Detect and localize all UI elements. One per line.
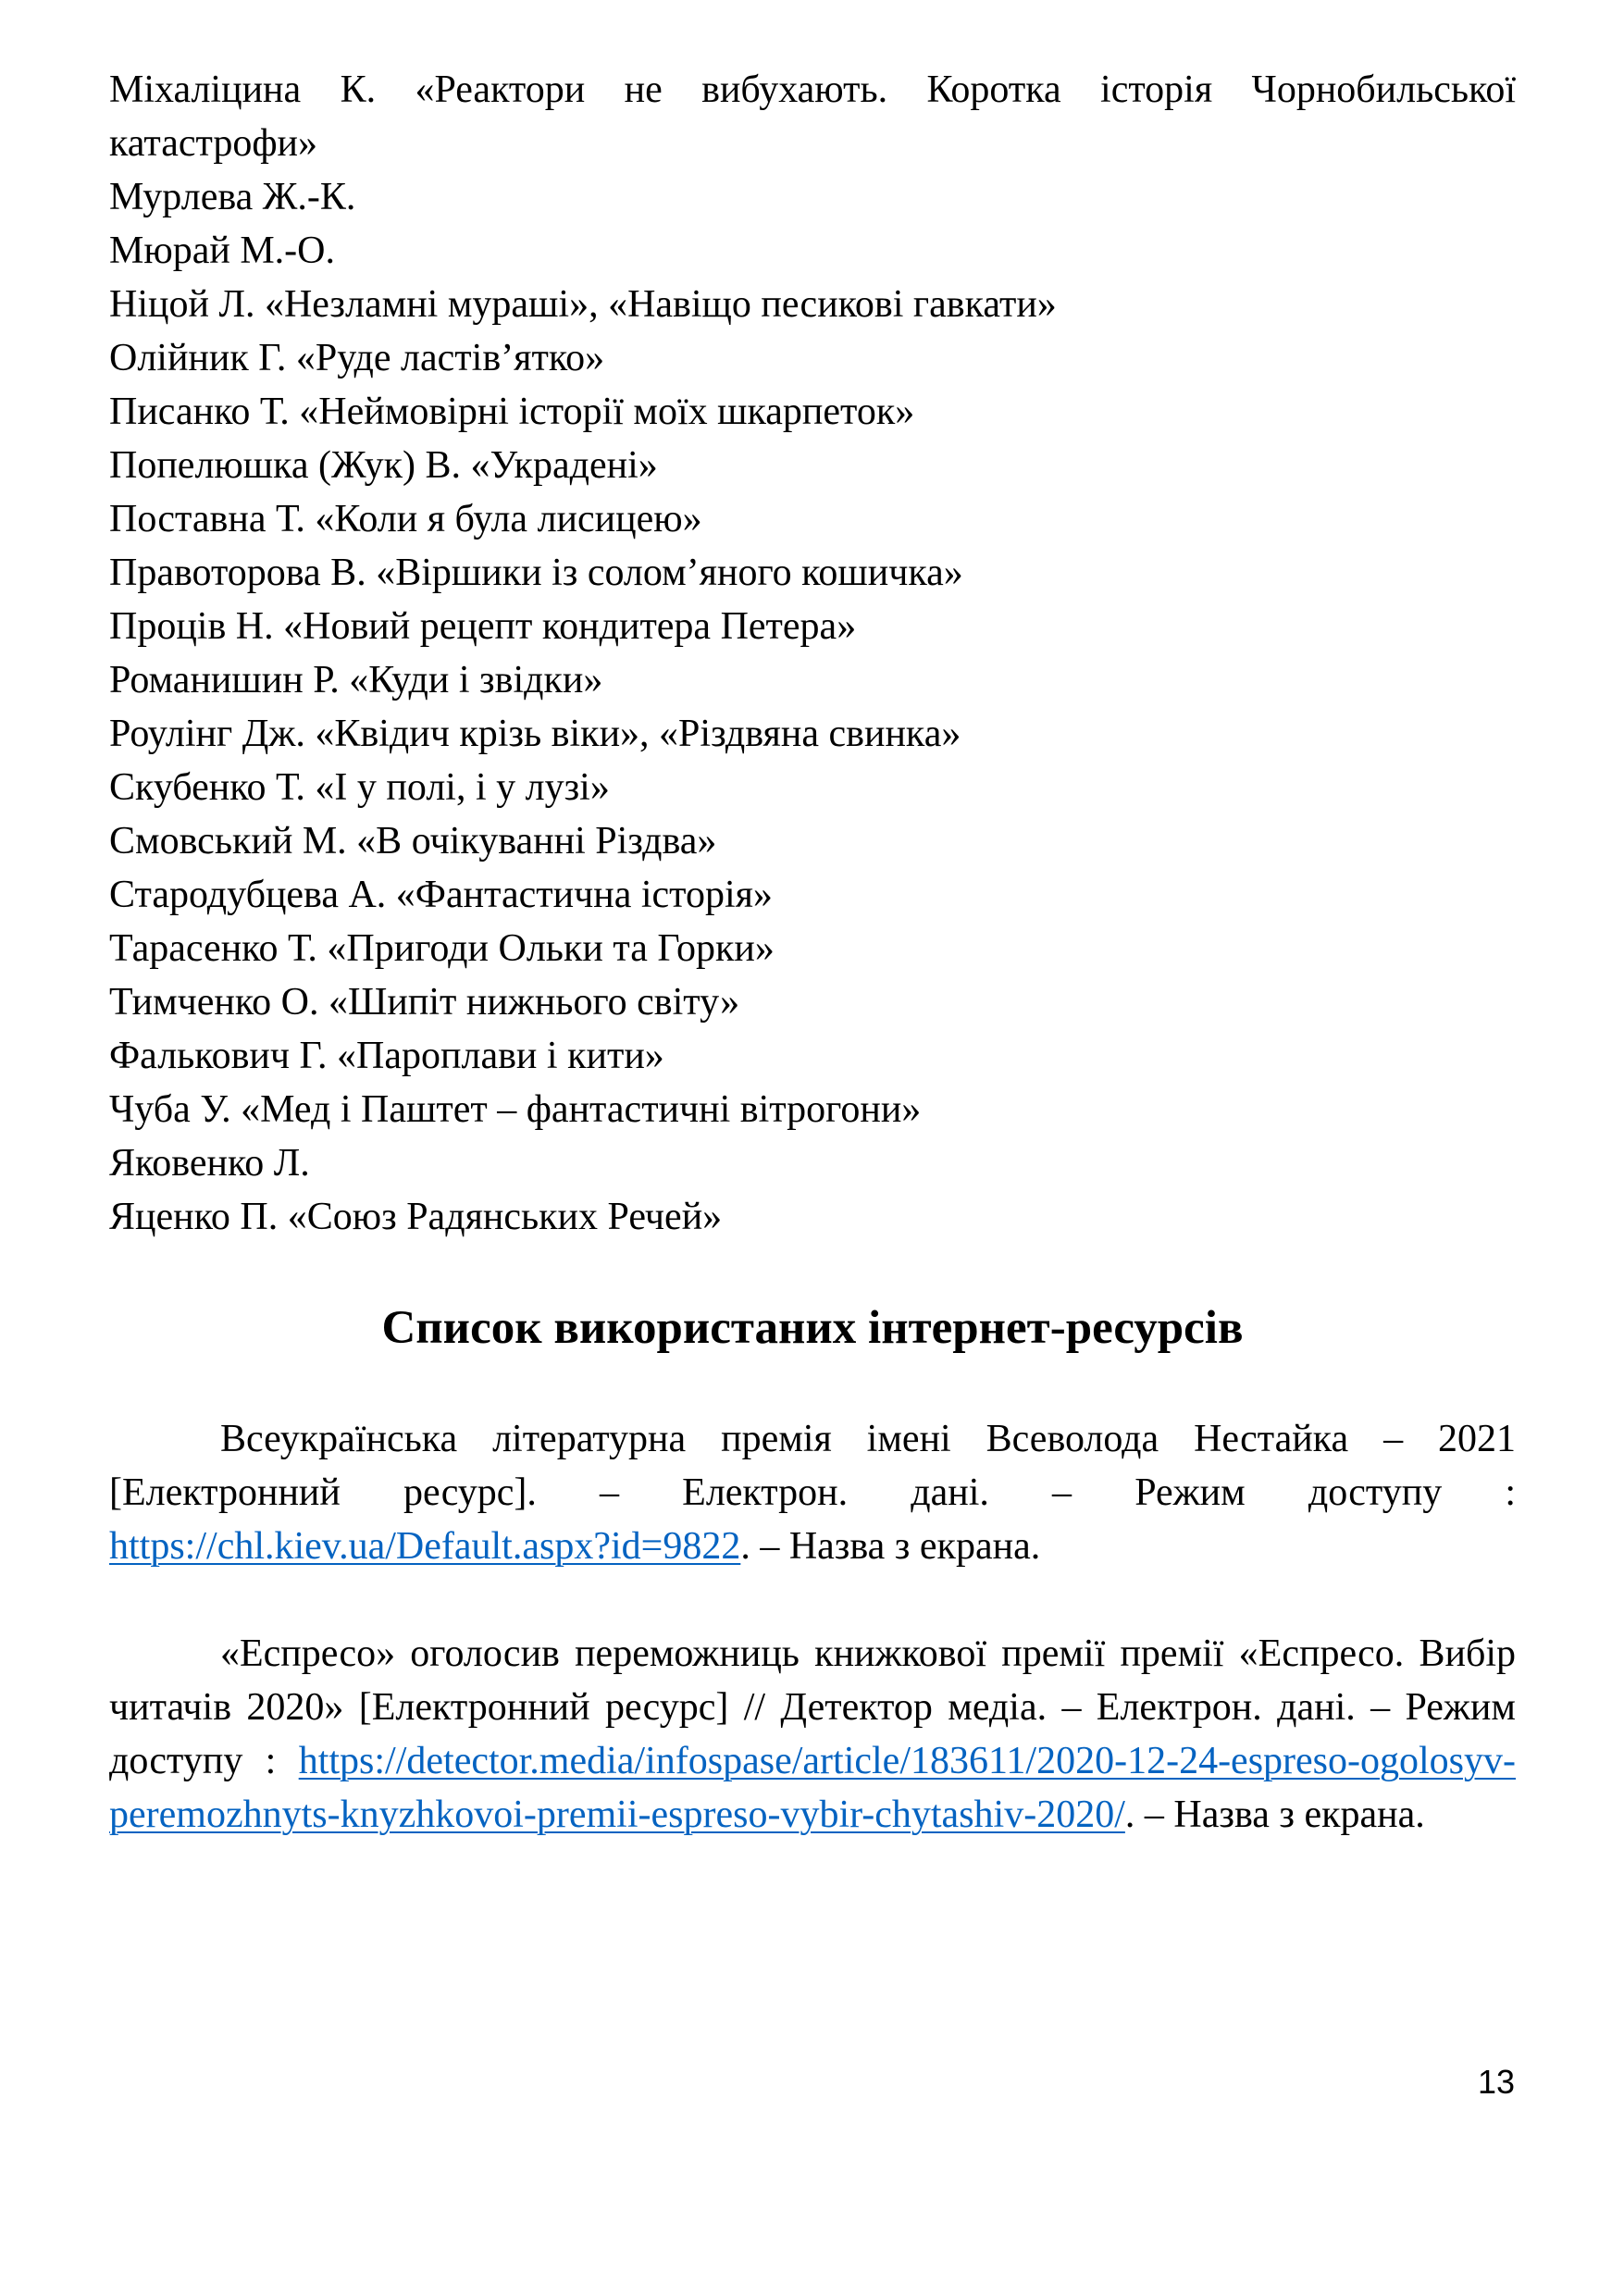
book-list [109, 63, 1516, 1244]
list-item: Яковенко Л. [109, 1142, 310, 1185]
list-item: Проців Н. «Новий рецепт кондитера Петера» [109, 605, 857, 648]
reference-text: Всеукраїнська літературна премія імені Всеволода Нестайка – 2021 [Електронний ресурс]. – Електрон. дані. – Режим доступу : [109, 1418, 1516, 1514]
list-item: Роулінг Дж. «Квідич крізь віки», «Різдвяна свинка» [109, 713, 961, 755]
list-item: Попелюшка (Жук) В. «Украдені» [109, 444, 658, 487]
list-item: Стародубцева А. «Фантастична історія» [109, 874, 773, 916]
list-item: Ніцой Л. «Незламні мураші», «Навіщо песикові гавкати» [109, 283, 1057, 326]
page-content [109, 63, 1516, 1842]
reference-suffix: . – Назва з екрана. [740, 1525, 1041, 1568]
list-item: Яценко П. «Союз Радянських Речей» [109, 1196, 723, 1238]
list-item: Олійник Г. «Руде ластів’ятко» [109, 337, 605, 379]
list-item: Міхаліцина К. «Реактори не вибухають. Коротка історія Чорнобильської катастрофи» [109, 68, 1516, 165]
page-number: 13 [1477, 2063, 1515, 2101]
reference-entry [109, 1627, 1516, 1842]
list-item: Фалькович Г. «Пароплави і кити» [109, 1035, 664, 1077]
reference-suffix: . – Назва з екрана. [1124, 1793, 1425, 1836]
list-item: Смовський М. «В очікуванні Різдва» [109, 820, 717, 863]
reference-link[interactable]: https://chl.kiev.ua/Default.aspx?id=9822 [109, 1525, 741, 1568]
list-item: Поставна Т. «Коли я була лисицею» [109, 498, 702, 540]
reference-entry [109, 1412, 1516, 1573]
reference-link[interactable]: https://detector.media/infospase/article/183611/2020-12-24-espreso-ogolosyv-peremozhnyts-knyzhkovoi-premii-espreso-vybir-chytashiv-2020/ [109, 1740, 1516, 1836]
list-item: Мюрай М.-О. [109, 230, 336, 272]
section-heading: Список використаних інтернет-ресурсів [381, 1302, 1244, 1354]
list-item: Скубенко Т. «І у полі, і у лузі» [109, 766, 610, 809]
list-item: Тарасенко Т. «Пригоди Ольки та Горки» [109, 927, 775, 970]
list-item: Чуба У. «Мед і Паштет – фантастичні вітрогони» [109, 1088, 922, 1131]
reference-text: «Еспресо» оголосив переможниць книжкової премії премії «Еспресо. Вибір читачів 2020» [Електронний ресурс] // Детектор медіа. – Електрон. дані. – Режим доступу : [109, 1632, 1516, 1782]
list-item: Мурлева Ж.-К. [109, 176, 356, 218]
list-item: Писанко Т. «Неймовірні історії моїх шкарпеток» [109, 391, 915, 433]
list-item: Тимченко О. «Шипіт нижнього світу» [109, 981, 740, 1024]
list-item: Правоторова В. «Віршики із солом’яного кошичка» [109, 552, 963, 594]
list-item: Романишин Р. «Куди і звідки» [109, 659, 603, 701]
